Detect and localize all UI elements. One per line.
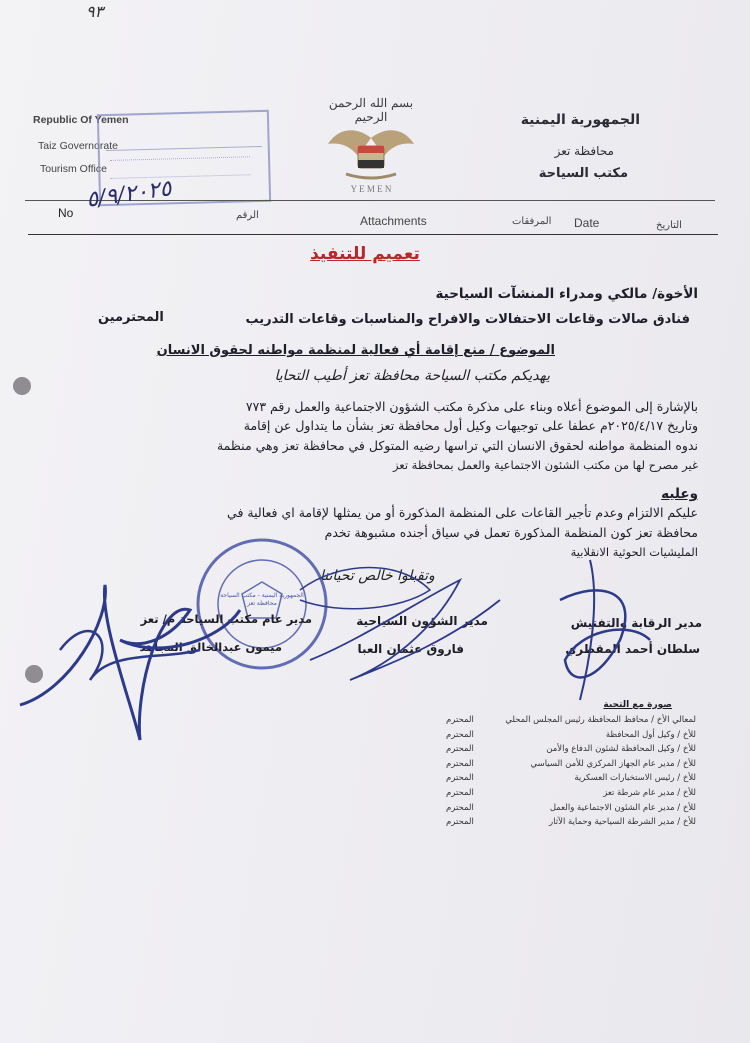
- signature-tourism-affairs: [310, 580, 500, 680]
- memo-heading: تعميم للتنفيذ: [310, 244, 420, 264]
- cc-item: للأخ / مدير عام الجهاز المركزي للأمن السياسي المحترم: [446, 758, 696, 769]
- attachments-ar-label: المرفقات: [512, 216, 552, 227]
- en-office: Tourism Office: [40, 163, 107, 175]
- cc-item: للأخ / وكيل المحافظة لشئون الدفاع والأمن المحترم: [446, 744, 696, 755]
- basmala: بسم الله الرحمن الرحيم: [328, 96, 414, 124]
- ar-governorate: محافظة تعز: [554, 144, 614, 158]
- signature-3-name: ميمون عبدالخالق المجاهد: [139, 640, 282, 654]
- signature-2-name: فاروق عثمان العبا: [357, 642, 464, 656]
- stamp-text: الجمهورية اليمنية - مكتب السياحة محافظة تعز: [220, 592, 304, 607]
- signature-1-title: مدير الرقابة والتفتيش: [570, 616, 702, 630]
- cc-item: للأخ / مدير الشرطة السياحية وحماية الآثار المحترم: [446, 817, 696, 828]
- greeting-line: يهديكم مكتب السياحة محافظة تعز أطيب التحايا: [274, 368, 550, 384]
- para2-line-3: المليشيات الحوثية الانقلابية: [570, 545, 698, 559]
- corner-mark: ٩٣: [86, 2, 104, 21]
- ref-number-handwritten: ٥/٩/٢٠٢٥: [84, 176, 174, 213]
- signature-director-general: [20, 585, 240, 740]
- para1-line-4: غير مصرح لها من مكتب الشئون الاجتماعية والعمل بمحافظة تعز: [392, 458, 698, 472]
- ar-office: مكتب السياحة: [538, 166, 628, 181]
- en-country: Republic Of Yemen: [33, 114, 129, 126]
- para2-line-1: عليكم الالتزام وعدم تأجير القاعات على المنظمة المذكورة أو من يمثلها لإقامة اي فعالية في: [227, 505, 698, 520]
- para1-line-3: ندوه المنظمة مواطنه لحقوق الانسان التي تراسها رضيه المتوكل في محافظة تعز وهي منظمة: [216, 438, 698, 453]
- closing-line: وتقبلوا خالص تحياتنا: [320, 568, 435, 584]
- cc-heading: صورة مع التحية: [603, 700, 672, 710]
- cc-item: للأخ / مدير عام الشئون الاجتماعية والعمل المحترم: [446, 802, 696, 813]
- cc-item: للأخ / وكيل أول المحافظة المحترم: [446, 729, 696, 740]
- cc-item: لمعالي الأخ / محافظ المحافظة رئيس المجلس المحلي المحترم: [446, 715, 696, 725]
- ref-ar-label: الرقم: [236, 210, 259, 221]
- para1-line-1: بالإشارة إلى الموضوع أعلاه وبناء على مذكرة مكتب الشؤون الاجتماعية والعمل رقم ٧٧٣: [245, 399, 698, 414]
- en-governorate: Taiz Governorate: [38, 140, 118, 152]
- addressee-line-2: فنادق صالات وقاعات الاحتفالات والافراح والمناسبات وقاعات التدريب: [245, 312, 690, 327]
- para1-line-2: وتاريخ ٢٠٢٥/٤/١٧م عطفا على توجيهات وكيل أول محافظة تعز بشأن ما يتداول عن إقامة: [243, 418, 698, 433]
- ar-country: الجمهورية اليمنية: [520, 112, 640, 128]
- cc-list: [446, 713, 696, 830]
- svg-text:Y E M E N: Y E M E N: [350, 184, 392, 194]
- signature-1-name: سلطان أحمد المقطري: [565, 642, 700, 656]
- therefore-label: وعليه: [661, 486, 698, 502]
- attachments-label: Attachments: [360, 214, 427, 228]
- no-label: No: [58, 206, 74, 220]
- signature-inspection: [560, 590, 650, 677]
- subject-line: الموضوع / منع إقامة أي فعالية لمنظمة مواطنه لحقوق الانسان: [156, 343, 555, 358]
- date-label: Date: [574, 216, 600, 230]
- addressee-honorific: المحترمين: [98, 310, 164, 325]
- cc-item: للأخ / مدير عام شرطة تعز المحترم: [446, 787, 696, 798]
- signature-2-title: مدير الشؤون السياحية: [356, 614, 488, 628]
- cc-item: للأخ / رئيس الاستخبارات العسكرية المحترم: [446, 773, 696, 784]
- signature-3-title: مدير عام مكتب السياحة م/ تعز: [140, 612, 312, 626]
- addressee-line-1: الأخوة/ مالكي ومدراء المنشآت السياحية: [435, 286, 698, 302]
- date-ar-label: التاريخ: [656, 220, 682, 231]
- para2-line-2: محافظة تعز كون المنظمة المذكورة تعمل في سياق أجنده مشبوهة تخدم: [324, 525, 698, 540]
